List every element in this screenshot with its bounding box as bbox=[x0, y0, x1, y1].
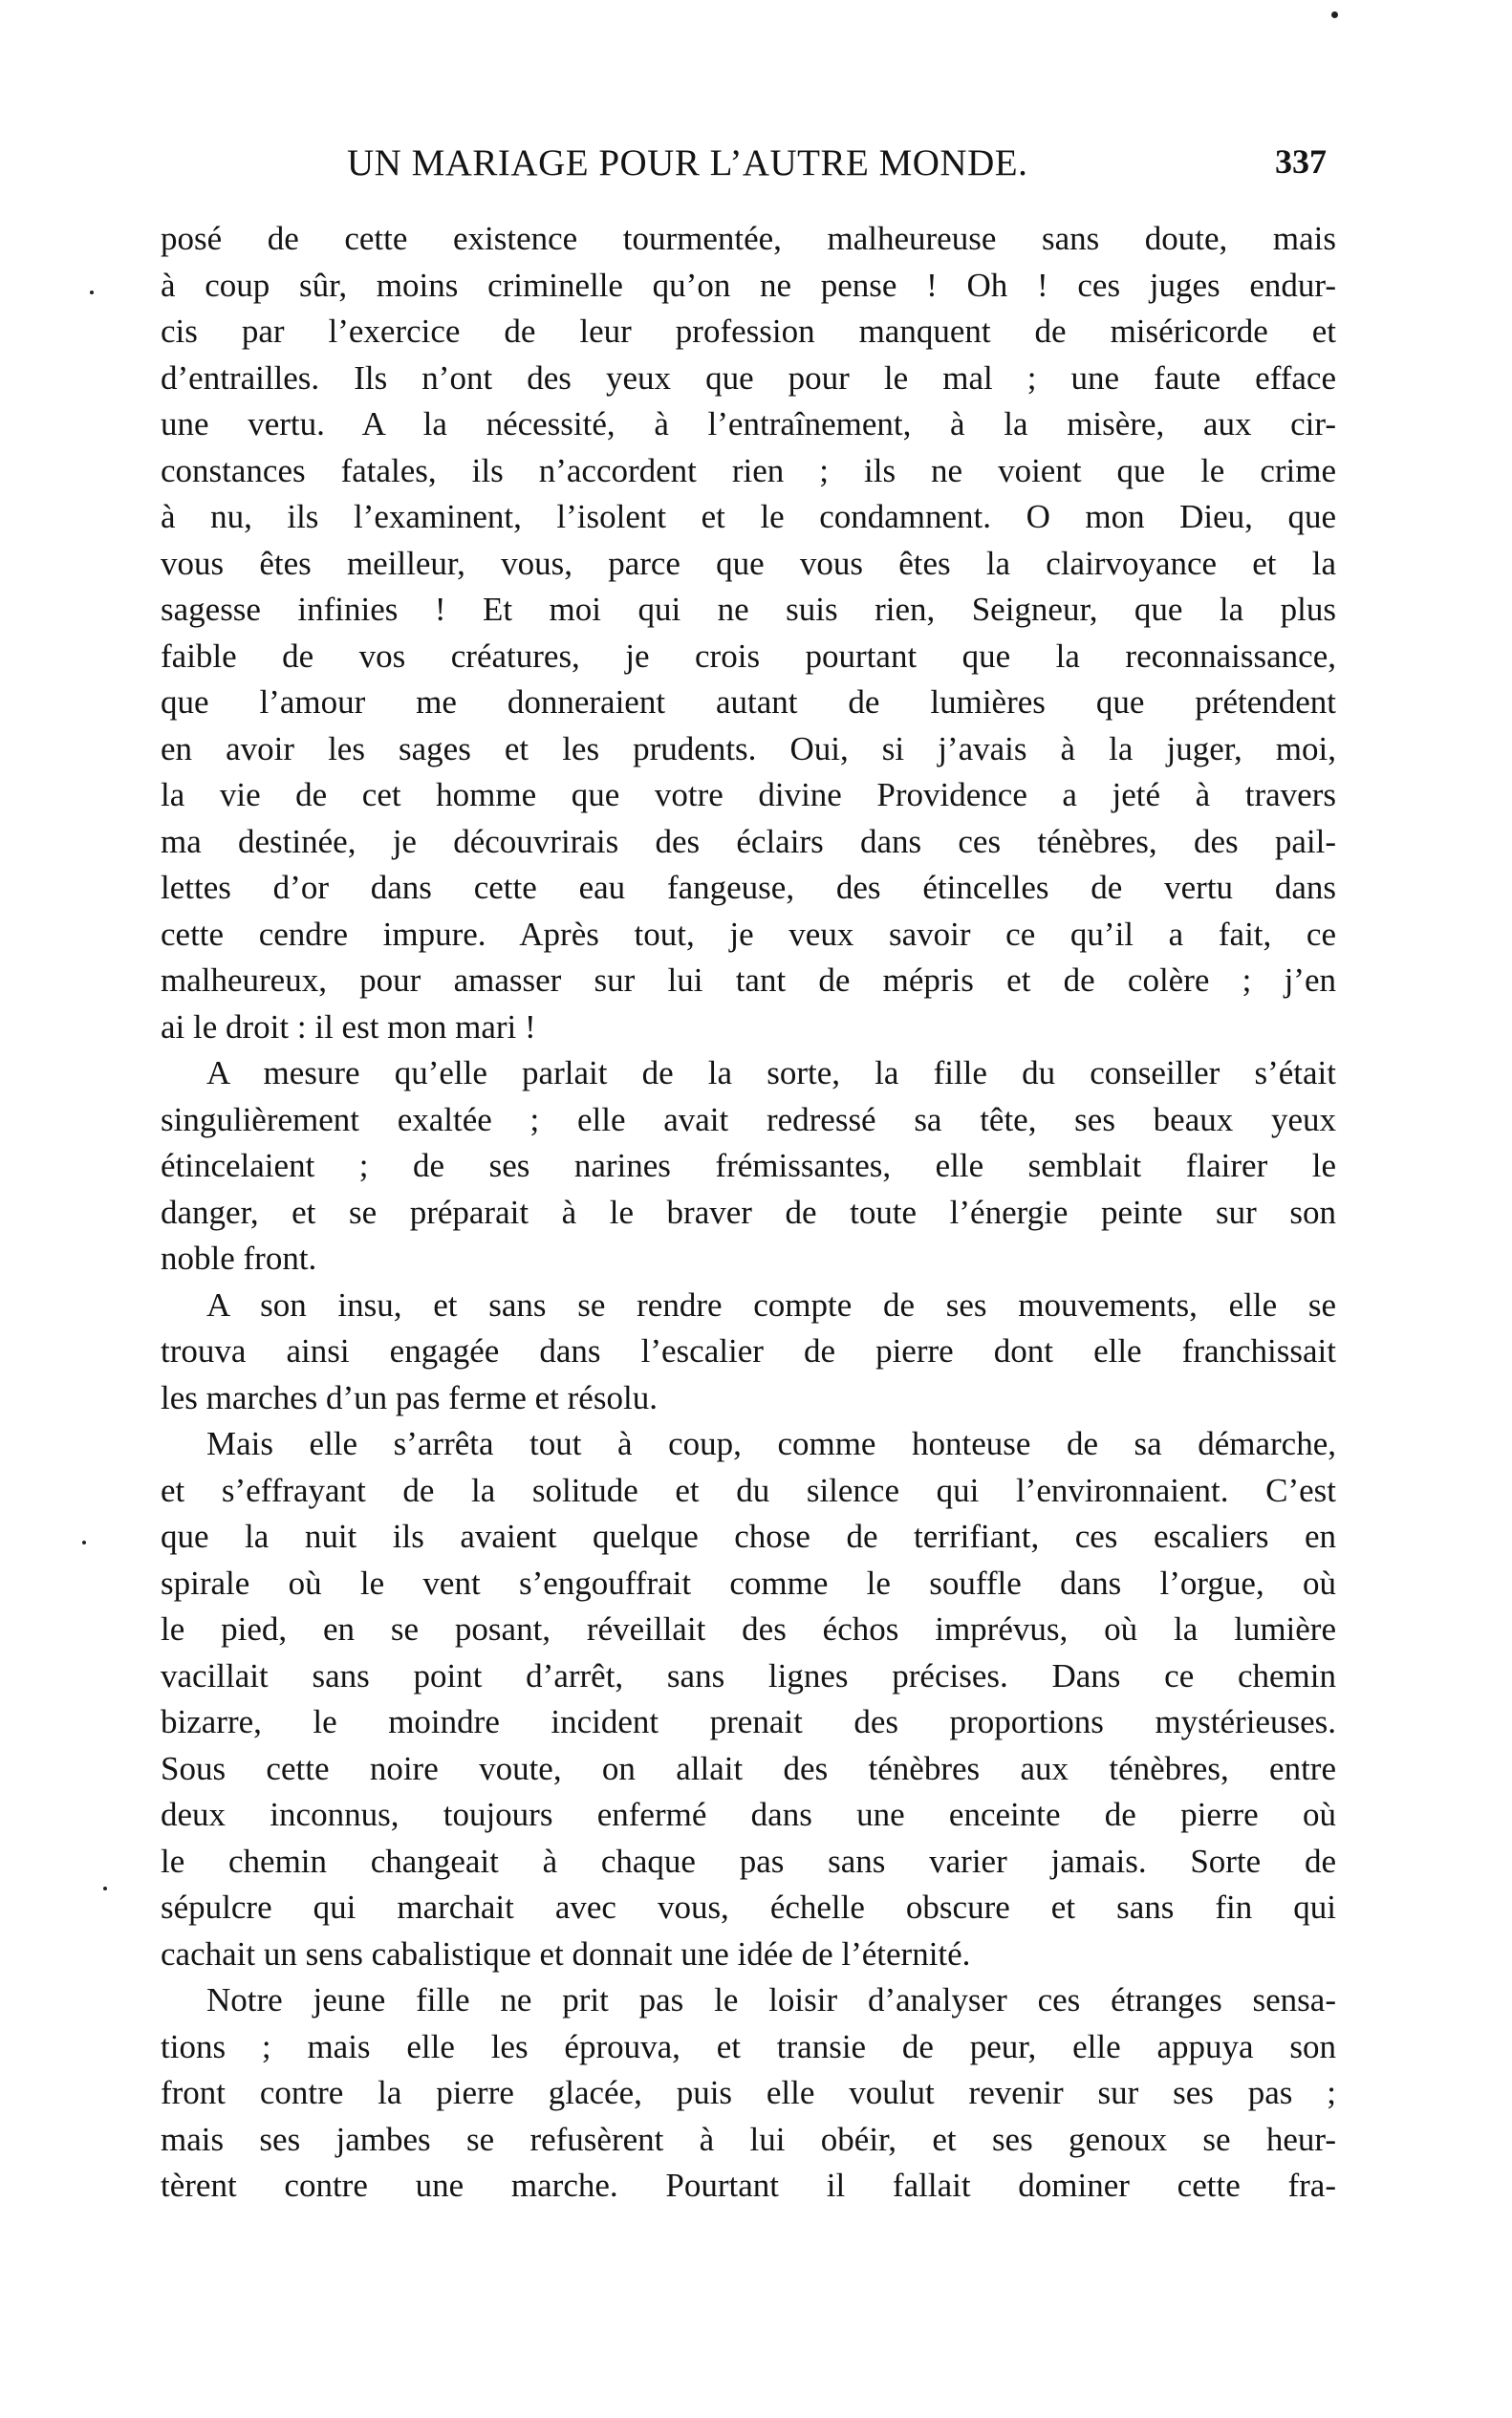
text-line: spirale où le vent s’engouffrait comme le souffle dans l’orgue, où bbox=[161, 1564, 1336, 1602]
text-line: sagesse infinies ! Et moi qui ne suis rien, Seigneur, que la plus bbox=[161, 591, 1336, 628]
text-line: étincelaient ; de ses narines frémissantes, elle semblait flairer le bbox=[161, 1147, 1336, 1184]
text-line: danger, et se préparait à le braver de toute l’énergie peinte sur son bbox=[161, 1193, 1336, 1231]
text-line: que l’amour me donneraient autant de lumières que prétendent bbox=[161, 683, 1336, 721]
text-line: noble front. bbox=[161, 1240, 317, 1277]
text-line: en avoir les sages et les prudents. Oui, si j’avais à la juger, moi, bbox=[161, 729, 1336, 767]
text-line: une vertu. A la nécessité, à l’entraînement, à la misère, aux cir- bbox=[161, 405, 1336, 443]
text-line: tions ; mais elle les éprouva, et transie de peur, elle appuya son bbox=[161, 2027, 1336, 2065]
text-line: A son insu, et sans se rendre compte de ses mouvements, elle se bbox=[206, 1285, 1336, 1324]
text-line: trouva ainsi engagée dans l’escalier de pierre dont elle franchissait bbox=[161, 1332, 1336, 1370]
text-line: sépulcre qui marchait avec vous, échelle obscure et sans fin qui bbox=[161, 1889, 1336, 1926]
text-line: constances fatales, ils n’accordent rien ; ils ne voient que le crime bbox=[161, 451, 1336, 489]
text-line: le chemin changeait à chaque pas sans varier jamais. Sorte de bbox=[161, 1842, 1336, 1880]
text-line: ma destinée, je découvrirais des éclairs dans ces ténèbres, des pail- bbox=[161, 822, 1336, 860]
text-line: à nu, ils l’examinent, l’isolent et le condamnent. O mon Dieu, que bbox=[161, 498, 1336, 535]
text-line: et s’effrayant de la solitude et du silence qui l’environnaient. C’est bbox=[161, 1471, 1336, 1509]
body-text bbox=[161, 216, 1336, 2210]
print-speck bbox=[103, 1887, 107, 1890]
text-line: ai le droit : il est mon mari ! bbox=[161, 1007, 536, 1046]
text-line: front contre la pierre glacée, puis elle voulut revenir sur ses pas ; bbox=[161, 2074, 1336, 2111]
text-line: vous êtes meilleur, vous, parce que vous êtes la clairvoyance et la bbox=[161, 544, 1336, 582]
text-line: d’entrailles. Ils n’ont des yeux que pour le mal ; une faute efface bbox=[161, 358, 1336, 397]
text-line: A mesure qu’elle parlait de la sorte, la fille du conseiller s’était bbox=[206, 1054, 1336, 1091]
text-line: les marches d’un pas ferme et résolu. bbox=[161, 1378, 658, 1416]
text-line: cachait un sens cabalistique et donnait une idée de l’éternité. bbox=[161, 1934, 971, 1973]
page-number: 337 bbox=[1275, 142, 1327, 181]
print-speck bbox=[90, 291, 94, 294]
text-line: cis par l’exercice de leur profession manquent de miséricorde et bbox=[161, 313, 1336, 350]
print-speck bbox=[82, 1541, 86, 1544]
text-line: bizarre, le moindre incident prenait des proportions mystérieuses. bbox=[161, 1703, 1336, 1740]
text-line: vacillait sans point d’arrêt, sans lignes précises. Dans ce chemin bbox=[161, 1656, 1336, 1695]
text-line: le pied, en se posant, réveillait des échos imprévus, où la lumière bbox=[161, 1610, 1336, 1648]
text-line: Notre jeune fille ne prit pas le loisir d’analyser ces étranges sensa- bbox=[206, 1981, 1336, 2019]
running-head: UN MARIAGE POUR L’AUTRE MONDE. bbox=[347, 142, 1028, 184]
page-header bbox=[170, 141, 1327, 199]
text-line: faible de vos créatures, je crois pourtant que la reconnaissance, bbox=[161, 637, 1336, 675]
text-line: tèrent contre une marche. Pourtant il fallait dominer cette fra- bbox=[161, 2167, 1336, 2204]
text-line: mais ses jambes se refusèrent à lui obéir, et ses genoux se heur- bbox=[161, 2120, 1336, 2158]
text-line: cette cendre impure. Après tout, je veux savoir ce qu’il a fait, ce bbox=[161, 915, 1336, 953]
text-line: Sous cette noire voute, on allait des ténèbres aux ténèbres, entre bbox=[161, 1749, 1336, 1787]
text-line: à coup sûr, moins criminelle qu’on ne pense ! Oh ! ces juges endur- bbox=[161, 266, 1336, 304]
print-speck bbox=[1331, 11, 1338, 18]
text-line: Mais elle s’arrêta tout à coup, comme honteuse de sa démarche, bbox=[206, 1425, 1336, 1462]
text-line: deux inconnus, toujours enfermé dans une enceinte de pierre où bbox=[161, 1796, 1336, 1833]
text-line: malheureux, pour amasser sur lui tant de mépris et de colère ; j’en bbox=[161, 961, 1336, 999]
text-line: la vie de cet homme que votre divine Providence a jeté à travers bbox=[161, 776, 1336, 813]
text-line: que la nuit ils avaient quelque chose de terrifiant, ces escaliers en bbox=[161, 1518, 1336, 1555]
text-line: lettes d’or dans cette eau fangeuse, des étincelles de vertu dans bbox=[161, 869, 1336, 906]
text-line: singulièrement exaltée ; elle avait redressé sa tête, ses beaux yeux bbox=[161, 1100, 1336, 1138]
text-line: posé de cette existence tourmentée, malheureuse sans doute, mais bbox=[161, 220, 1336, 257]
